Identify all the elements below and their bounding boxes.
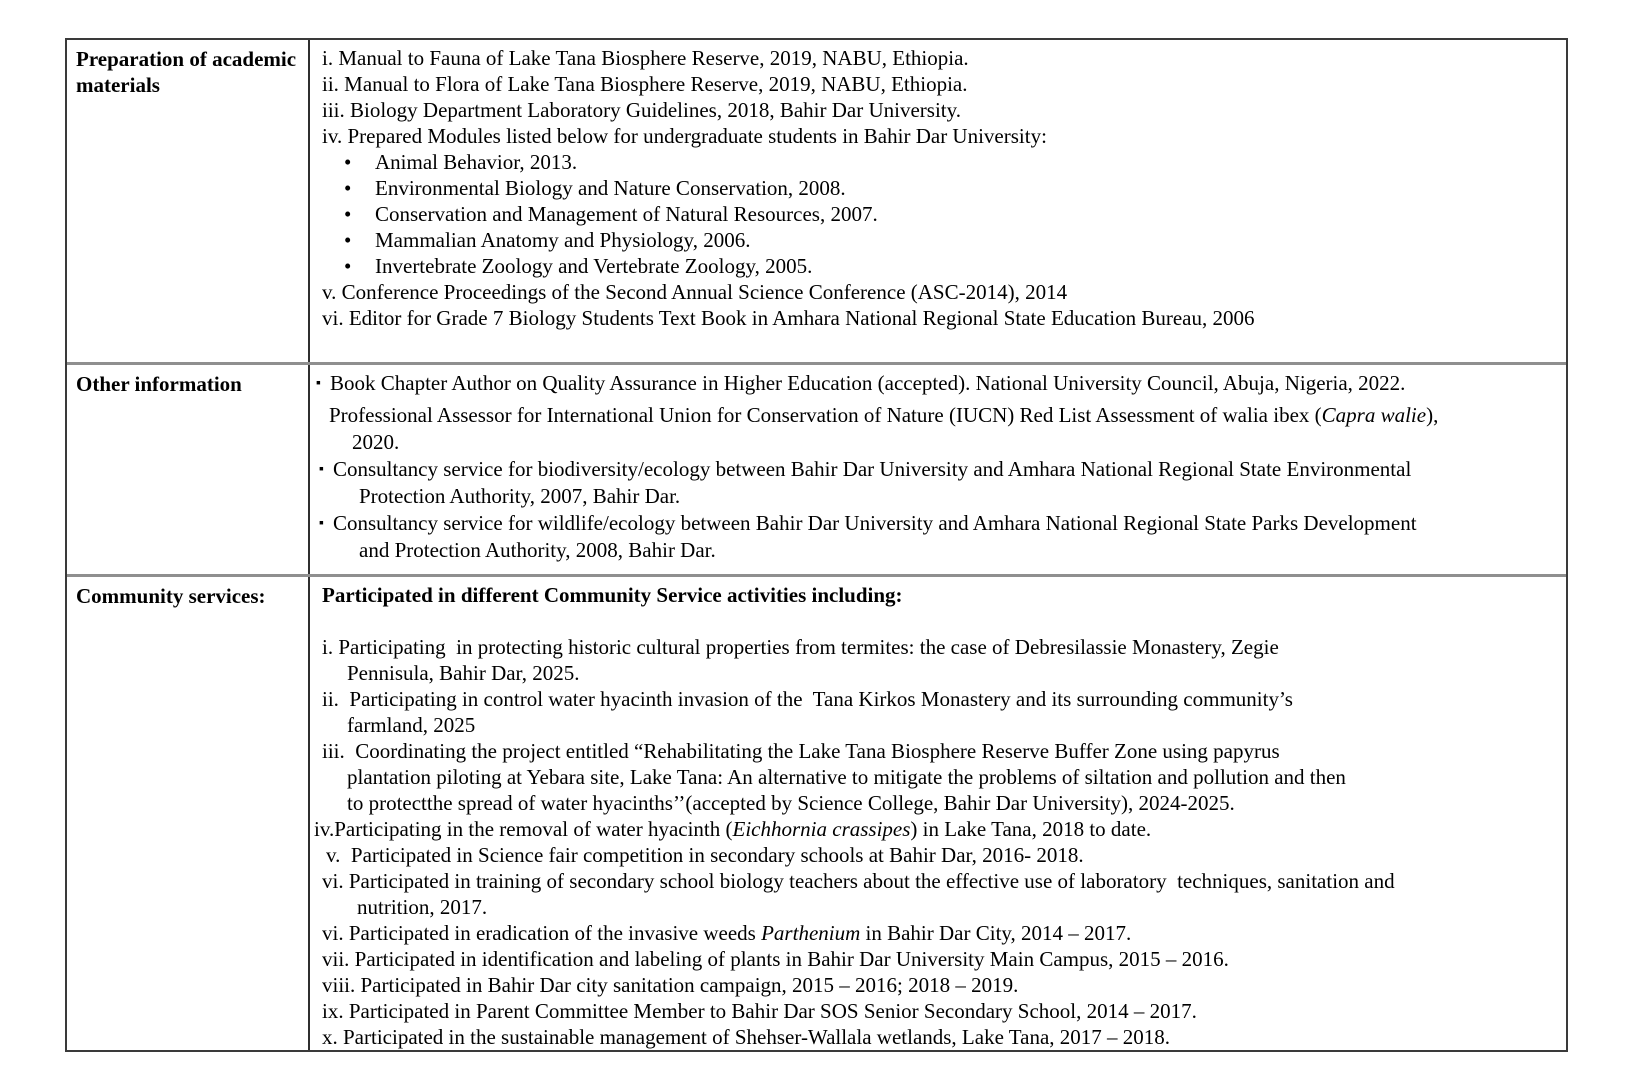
list-item: [310, 738, 1560, 764]
list-item: [310, 712, 1560, 738]
line-text: ii. Manual to Flora of Lake Tana Biosphere Reserve, 2019, NABU, Ethiopia.: [322, 72, 968, 96]
line-text: vi. Editor for Grade 7 Biology Students Text Book in Amhara National Regional State Education Bureau, 2006: [322, 306, 1255, 330]
list-item: [310, 510, 1560, 537]
list-item: [310, 227, 1560, 253]
cv-table: [65, 38, 1568, 1052]
list-item: [310, 402, 1560, 429]
line-text: farmland, 2025: [347, 713, 476, 737]
line-text: Consultancy service for wildlife/ecology between Bahir Dar University and Amhara National Regional State Parks Development: [333, 511, 1417, 535]
list-item: [310, 660, 1560, 686]
line-text: Consultancy service for biodiversity/ecology between Bahir Dar University and Amhara National Regional State Environmental: [333, 457, 1412, 481]
line-text: Book Chapter Author on Quality Assurance in Higher Education (accepted). National University Council, Abuja, Nigeria, 2022.: [330, 371, 1406, 395]
line-text: Mammalian Anatomy and Physiology, 2006.: [375, 228, 751, 252]
line-text: Participated in different Community Service activities including:: [322, 583, 903, 607]
square-bullet-icon: ▪: [319, 462, 324, 477]
list-item: [310, 764, 1560, 790]
line-text-italic: Parthenium: [761, 921, 861, 945]
section-heading: [310, 582, 1560, 608]
line-text: viii. Participated in Bahir Dar city sanitation campaign, 2015 – 2016; 2018 – 2019.: [322, 973, 1019, 997]
row-label-other-information: Other information: [67, 365, 310, 574]
list-item: [310, 305, 1560, 331]
line-text: iv. Prepared Modules listed below for undergraduate students in Bahir Dar University:: [322, 124, 1047, 148]
list-item: [310, 686, 1560, 712]
list-item: [310, 97, 1560, 123]
list-item: [310, 370, 1560, 397]
bullet-icon: •: [344, 176, 352, 200]
line-text: Invertebrate Zoology and Vertebrate Zoology, 2005.: [375, 254, 813, 278]
list-item: [310, 634, 1560, 660]
line-text: vi. Participated in training of secondary school biology teachers about the effective use of laboratory techniques, sanitation and: [322, 869, 1395, 893]
square-bullet-icon: ▪: [316, 376, 321, 391]
list-item: [310, 816, 1560, 842]
list-item: [310, 894, 1560, 920]
line-text: to protectthe spread of water hyacinths’’(accepted by Science College, Bahir Dar University), 2024-2025.: [347, 791, 1235, 815]
list-item: [310, 45, 1560, 71]
bullet-icon: •: [344, 228, 352, 252]
list-item: [310, 972, 1560, 998]
row-content-other-information: [310, 365, 1566, 574]
list-item: [310, 946, 1560, 972]
list-item: [310, 537, 1560, 564]
line-text-italic: Eichhornia crassipes: [732, 817, 911, 841]
table-row-preparation: [67, 40, 1566, 362]
line-text: v. Participated in Science fair competition in secondary schools at Bahir Dar, 2016- 2018.: [326, 843, 1084, 867]
list-item: [310, 175, 1560, 201]
line-text: Pennisula, Bahir Dar, 2025.: [347, 661, 580, 685]
line-text: iii. Biology Department Laboratory Guidelines, 2018, Bahir Dar University.: [322, 98, 962, 122]
line-text-italic: Capra walie: [1321, 403, 1427, 427]
line-text: nutrition, 2017.: [357, 895, 488, 919]
line-text: vii. Participated in identification and labeling of plants in Bahir Dar University Main Campus, 2015 – 2016.: [322, 947, 1229, 971]
list-item: [310, 429, 1560, 456]
table-row-other-information: [67, 362, 1566, 574]
list-item: [310, 201, 1560, 227]
line-text: iii. Coordinating the project entitled “Rehabilitating the Lake Tana Biosphere Reserve Buffer Zone using papyrus: [322, 739, 1280, 763]
line-text: and Protection Authority, 2008, Bahir Dar.: [359, 538, 716, 562]
bullet-icon: •: [344, 202, 352, 226]
line-text: 2020.: [352, 430, 400, 454]
square-bullet-icon: ▪: [319, 516, 324, 531]
line-text: ) in Lake Tana, 2018 to date.: [910, 817, 1152, 841]
line-text: plantation piloting at Yebara site, Lake Tana: An alternative to mitigate the problems of siltation and pollution and then: [347, 765, 1346, 789]
list-item: [310, 279, 1560, 305]
list-item: [310, 149, 1560, 175]
line-text: iv.Participating in the removal of water hyacinth (: [314, 817, 733, 841]
line-text: i. Participating in protecting historic cultural properties from termites: the case of Debresilassie Monastery, Zegie: [322, 635, 1279, 659]
line-text: x. Participated in the sustainable management of Shehser-Wallala wetlands, Lake Tana, 2017 – 2018.: [322, 1025, 1171, 1049]
list-item: [310, 1024, 1560, 1050]
row-label-community-services: Community services:: [67, 577, 310, 1050]
bullet-icon: •: [344, 254, 352, 278]
line-text: Environmental Biology and Nature Conservation, 2008.: [375, 176, 846, 200]
list-item: [310, 790, 1560, 816]
line-text: ii. Participating in control water hyacinth invasion of the Tana Kirkos Monastery and its surrounding community’s: [322, 687, 1293, 711]
line-text: vi. Participated in eradication of the invasive weeds: [322, 921, 762, 945]
list-item: [310, 483, 1560, 510]
line-text: i. Manual to Fauna of Lake Tana Biosphere Reserve, 2019, NABU, Ethiopia.: [322, 46, 969, 70]
bullet-icon: •: [344, 150, 352, 174]
list-item: [310, 920, 1560, 946]
list-item: [310, 71, 1560, 97]
line-text: Protection Authority, 2007, Bahir Dar.: [359, 484, 681, 508]
row-content-community-services: [310, 577, 1566, 1050]
list-item: [310, 456, 1560, 483]
line-text: v. Conference Proceedings of the Second Annual Science Conference (ASC-2014), 2014: [322, 280, 1068, 304]
line-text: Conservation and Management of Natural Resources, 2007.: [375, 202, 878, 226]
row-content-preparation: [310, 40, 1566, 362]
line-text: Professional Assessor for International Union for Conservation of Nature (IUCN) Red List Assessment of walia ibex (: [329, 403, 1322, 427]
table-row-community-services: [67, 574, 1566, 1050]
list-item: [310, 253, 1560, 279]
line-text: ix. Participated in Parent Committee Member to Bahir Dar SOS Senior Secondary School, 2014 – 2017.: [322, 999, 1197, 1023]
list-item: [310, 998, 1560, 1024]
line-text: Animal Behavior, 2013.: [375, 150, 578, 174]
list-item: [310, 123, 1560, 149]
list-item: [310, 868, 1560, 894]
row-label-preparation: Preparation of academic materials: [67, 40, 310, 362]
line-text: ),: [1426, 403, 1439, 427]
blank-line: [310, 608, 1560, 634]
line-text: in Bahir Dar City, 2014 – 2017.: [860, 921, 1132, 945]
list-item: [310, 842, 1560, 868]
